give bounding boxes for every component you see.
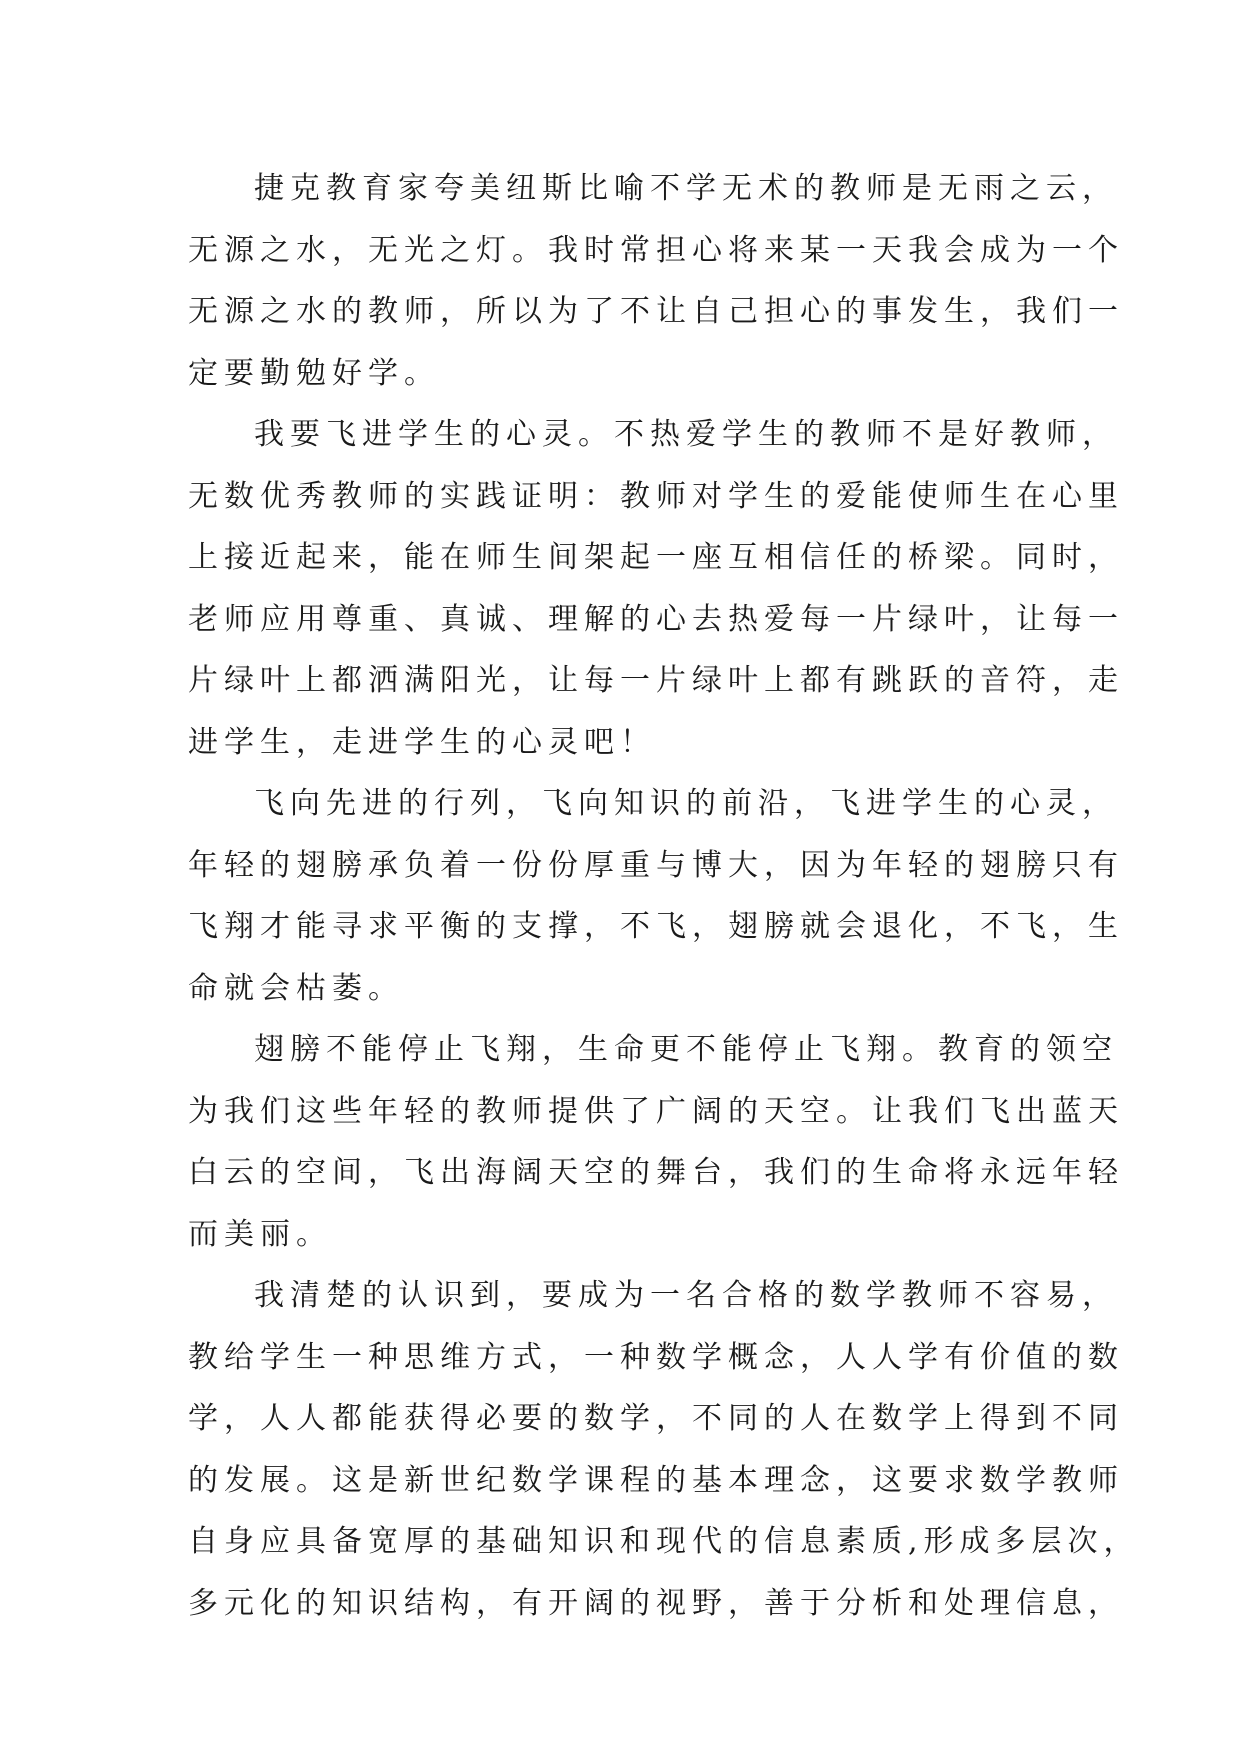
text-line: 命就会枯萎。 (188, 970, 404, 1006)
text-line: 我要飞进学生的心灵。不热爱学生的教师不是好教师， (254, 417, 1118, 452)
text-line: 片绿叶上都洒满阳光，让每一片绿叶上都有跳跃的音符，走 (188, 663, 1124, 698)
text-line: 多元化的知识结构，有开阔的视野，善于分析和处理信息， (188, 1585, 1124, 1621)
text-line: 无源之水的教师，所以为了不让自己担心的事发生，我们一 (188, 294, 1124, 329)
paragraph-2 (188, 404, 1124, 773)
text-line: 定要勤勉好学。 (188, 355, 440, 391)
text-line: 进学生，走进学生的心灵吧！ (188, 724, 656, 760)
text-line: 教给学生一种思维方式，一种数学概念，人人学有价值的数 (188, 1339, 1124, 1375)
paragraph-1 (188, 158, 1124, 404)
text-line: 学，人人都能获得必要的数学，不同的人在数学上得到不同 (188, 1401, 1124, 1436)
text-line: 的发展。这是新世纪数学课程的基本理念，这要求数学教师 (188, 1462, 1124, 1498)
paragraph-5 (188, 1265, 1140, 1634)
body-text (188, 158, 1140, 1634)
text-line: 无数优秀教师的实践证明：教师对学生的爱能使师生在心里 (188, 478, 1124, 514)
text-line: 翅膀不能停止飞翔，生命更不能停止飞翔。教育的领空 (254, 1032, 1118, 1067)
text-line: 而美丽。 (188, 1216, 332, 1252)
text-line: 上接近起来，能在师生间架起一座互相信任的桥梁。同时， (188, 540, 1124, 575)
paragraph-3 (188, 773, 1124, 1019)
text-line: 自身应具备宽厚的基础知识和现代的信息素质,形成多层次， (188, 1524, 1140, 1559)
text-line: 年轻的翅膀承负着一份份厚重与博大，因为年轻的翅膀只有 (188, 847, 1124, 883)
text-line: 飞翔才能寻求平衡的支撑，不飞，翅膀就会退化，不飞，生 (188, 909, 1124, 944)
paragraph-4 (188, 1019, 1124, 1265)
text-line: 为我们这些年轻的教师提供了广阔的天空。让我们飞出蓝天 (188, 1093, 1124, 1129)
text-line: 无源之水，无光之灯。我时常担心将来某一天我会成为一个 (188, 232, 1124, 268)
text-line: 捷克教育家夸美纽斯比喻不学无术的教师是无雨之云， (254, 171, 1118, 206)
text-line: 我清楚的认识到，要成为一名合格的数学教师不容易， (254, 1278, 1118, 1313)
text-line: 飞向先进的行列，飞向知识的前沿，飞进学生的心灵， (254, 786, 1118, 821)
text-line: 老师应用尊重、真诚、理解的心去热爱每一片绿叶，让每一 (188, 601, 1124, 637)
text-line: 白云的空间，飞出海阔天空的舞台，我们的生命将永远年轻 (188, 1155, 1124, 1190)
